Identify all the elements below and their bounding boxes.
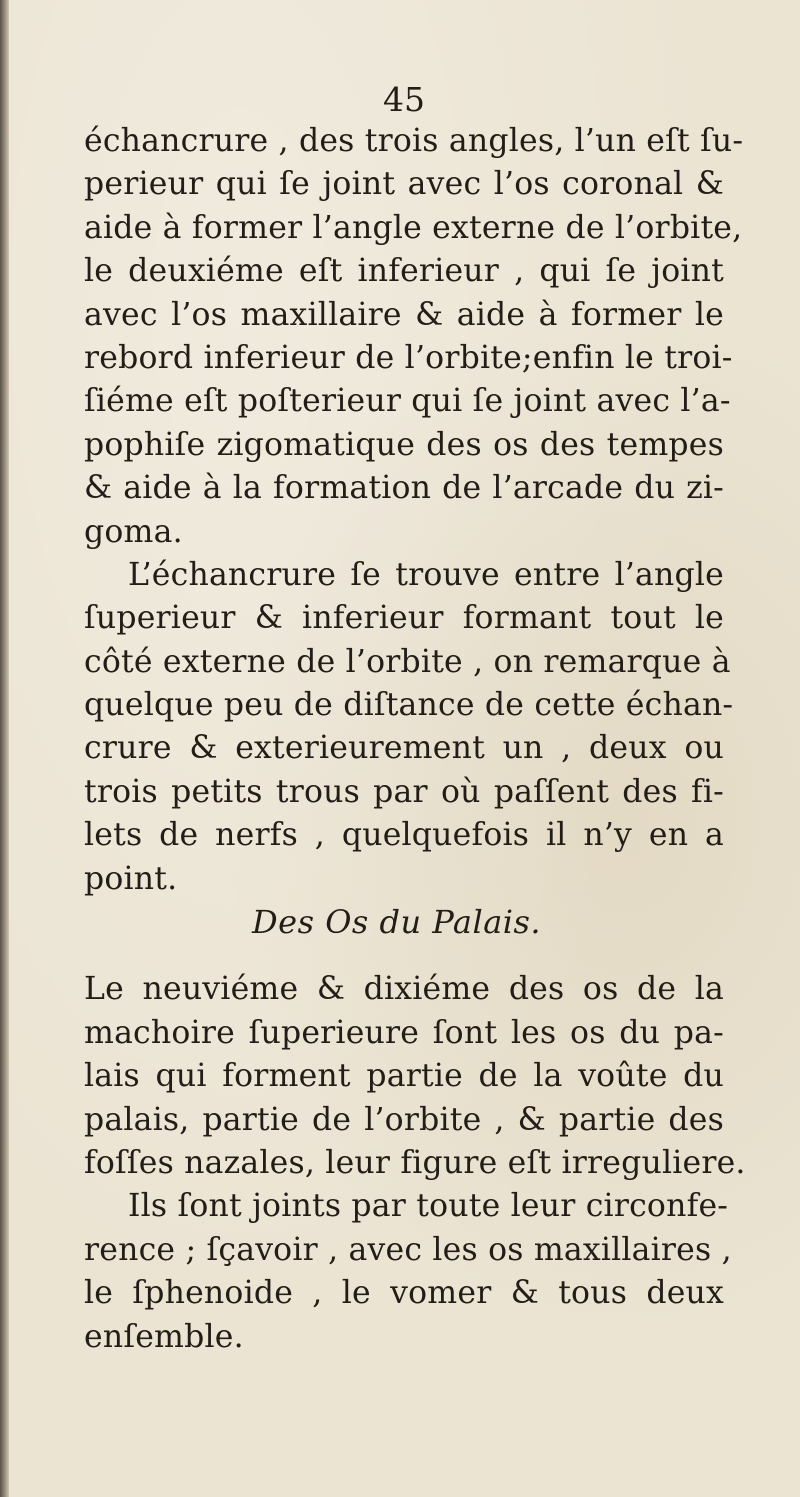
text-line: le deuxiéme eſt inferieur , qui ſe joint [84,253,724,290]
page-number: 45 [383,80,425,119]
text-line: lais qui forment partie de la voûte du [84,1058,724,1095]
text-line: échancrure , des trois angles, l’un eſt ſu- [84,123,744,159]
paragraph-1 [84,120,744,554]
text-line: Le neuviéme & dixiéme des os de la [84,971,724,1008]
text-line: Ils ſont joints par toute leur circonfe- [128,1188,729,1225]
text-line: ſuperieur & inferieur formant tout le [84,600,724,637]
text-line: aide à former l’angle externe de l’orbite, [84,209,743,246]
text-line: foſſes nazales, leur figure eſt irreguliere. [84,1144,746,1181]
text-line: crure & exterieurement un , deux ou [84,730,724,767]
text-line: ſiéme eſt poſterieur qui ſe joint avec l’a- [84,383,731,420]
text-line: le ſphenoide , le vomer & tous deux [84,1275,724,1312]
text-line: goma. [84,513,183,550]
text-line: trois petits trous par où paſſent des fi- [84,773,724,810]
paragraph-2 [84,554,734,901]
page-binding-edge [0,0,9,1497]
text-line: rebord inferieur de l’orbite;enfin le troi- [84,339,733,376]
text-line: machoire ſuperieure ſont les os du pa- [84,1014,724,1051]
paragraph-4 [84,1185,732,1359]
text-line: quelque peu de diſtance de cette échan- [84,687,734,724]
section-heading: Des Os du Palais. [252,903,542,942]
page-text [84,120,746,1359]
text-line: L’échancrure ſe trouve entre l’angle [128,556,724,593]
paragraph-3 [84,968,746,1185]
text-line: palais, partie de l’orbite , & partie des [84,1101,724,1138]
text-line: lets de nerfs , quelquefois il n’y en a [84,817,724,854]
heading-spacing [84,944,724,968]
text-line: point. [84,860,178,897]
text-line: côté externe de l’orbite , on remarque à [84,643,731,680]
text-line: rence ; ſçavoir , avec les os maxillaires , [84,1231,732,1268]
text-line: & aide à la formation de l’arcade du zi- [84,470,724,507]
text-line: pophiſe zigomatique des os des tempes [84,426,724,463]
text-line: enſemble. [84,1318,244,1355]
text-line: perieur qui ſe joint avec l’os coronal & [84,166,724,203]
text-line: avec l’os maxillaire & aide à former le [84,296,724,333]
